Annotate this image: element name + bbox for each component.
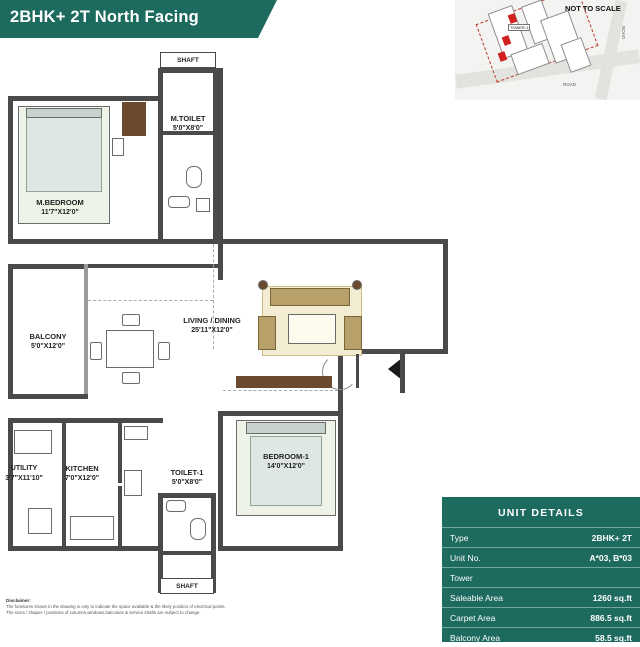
wall-entry-edge	[400, 349, 405, 393]
living-lamp-right	[352, 280, 362, 290]
row-value: 886.5 sq.ft	[549, 608, 640, 628]
room-label-kitchen: KITCHEN 7'0"X12'0"	[32, 464, 132, 484]
disclaimer-line-1: The furnitures shown in the drawing is only to indicate the space available & the likely position of electrical points.	[6, 604, 336, 610]
room-label-bedroom1: BEDROOM-1 14'0"X12'0"	[226, 452, 346, 472]
shaft-bottom: SHAFT	[160, 578, 214, 594]
bedroom1-headboard	[246, 422, 326, 434]
guide-dashed-2	[88, 300, 213, 301]
road-label-bottom: ROAD	[563, 82, 576, 87]
road-band-vertical	[595, 0, 628, 100]
row-label: Balcony Area	[442, 628, 549, 647]
guide-dashed-3	[223, 390, 338, 391]
dining-chair-bottom	[122, 372, 140, 384]
mbedroom-bed	[26, 112, 102, 192]
toilet1-wc	[190, 518, 206, 540]
wall-living-left-top	[88, 264, 218, 268]
kitchen-hob	[70, 516, 114, 540]
room-label-mtoilet: M.TOILET 5'0"X8'0"	[128, 114, 248, 134]
unit-details-heading: UNIT DETAILS	[442, 497, 640, 527]
row-label: Tower	[442, 568, 549, 588]
room-label-toilet1: TOILET-1 5'0"X8'0"	[127, 468, 247, 488]
table-row	[442, 528, 640, 548]
wall-top-left	[8, 96, 158, 101]
wall-mtoilet-left	[158, 68, 163, 244]
wall-balcony-right	[84, 264, 88, 398]
title-banner	[0, 0, 258, 38]
entry-door-leaf	[356, 354, 359, 388]
wall-mtoilet-top	[158, 68, 218, 73]
room-label-mbedroom: M.BEDROOM 11'7"X12'0"	[0, 198, 120, 218]
row-value: 2BHK+ 2T	[549, 528, 640, 548]
wall-left-mbed	[8, 96, 13, 244]
wall-kitchen-right-lower	[118, 486, 122, 546]
wall-balcony-bottom	[8, 394, 88, 399]
row-label: Saleable Area	[442, 588, 549, 608]
wall-living-seg	[218, 244, 223, 280]
page-title: 2BHK+ 2T North Facing	[10, 8, 199, 27]
room-label-balcony: BALCONY 5'0"X12'0"	[0, 332, 108, 352]
row-label: Type	[442, 528, 549, 548]
mbedroom-headboard	[26, 108, 102, 118]
mbedroom-side-table	[112, 138, 124, 156]
wall-living-top	[218, 239, 448, 244]
row-value: 1260 sq.ft	[549, 588, 640, 608]
dining-chair-top	[122, 314, 140, 326]
row-label: Carpet Area	[442, 608, 549, 628]
room-label-utility: UTILITY 3'7"X11'10"	[0, 464, 74, 484]
wall-utility-kitchen-div	[62, 423, 66, 546]
key-plan	[455, 0, 640, 100]
disclaimer-line-2: The sizes / shapes / positions of columns,windows,balconies & service shafts are subject to change.	[6, 610, 336, 616]
wall-toilet1-bottom	[158, 551, 216, 555]
table-row	[442, 588, 640, 608]
living-coffee-table	[288, 314, 336, 344]
unit-details-table	[442, 527, 640, 647]
wall-utility-left	[8, 418, 13, 550]
living-tv-console	[236, 376, 332, 388]
wall-bed1-top	[218, 411, 343, 416]
table-row	[442, 568, 640, 588]
disclaimer	[6, 598, 336, 616]
not-to-scale-label: NOT TO SCALE	[565, 4, 621, 13]
road-label-right: ROAD	[621, 26, 626, 39]
living-lamp-left	[258, 280, 268, 290]
wall-bottom-mbed	[8, 239, 158, 244]
living-sofa-right	[344, 316, 362, 350]
floor-plan	[0, 38, 455, 608]
dining-table	[106, 330, 154, 368]
row-value: 58.5 sq.ft	[549, 628, 640, 647]
wall-kitchen-bottom	[8, 546, 163, 551]
row-value: A*03, B*03	[549, 548, 640, 568]
utility-sink	[28, 508, 52, 534]
dining-chair-right	[158, 342, 170, 360]
wall-living-right	[443, 239, 448, 349]
wall-mtoilet-bottom	[163, 239, 218, 244]
table-row	[442, 608, 640, 628]
living-sofa-main	[270, 288, 350, 306]
room-label-living-dining: LIVING / DINING 25'11"X12'0"	[152, 316, 272, 336]
mtoilet-shower	[196, 198, 210, 212]
row-label: Unit No.	[442, 548, 549, 568]
unit-details-panel	[442, 497, 640, 642]
mtoilet-wc	[186, 166, 202, 188]
table-row	[442, 628, 640, 647]
disclaimer-heading: Disclaimer:	[6, 598, 336, 604]
toilet1-basin	[166, 500, 186, 512]
wall-kitchen-top	[8, 418, 163, 423]
wall-living-top-left	[218, 68, 223, 244]
kitchen-sink	[124, 426, 148, 440]
wall-balcony-top	[8, 264, 88, 269]
wall-toilet1-top	[158, 493, 216, 498]
mtoilet-basin	[168, 196, 190, 208]
wall-bed1-bottom	[218, 546, 343, 551]
shaft-top: SHAFT	[160, 52, 216, 68]
tower-label: TOWER-1	[508, 24, 530, 31]
table-row	[442, 548, 640, 568]
utility-washer	[14, 430, 52, 454]
row-value	[549, 568, 640, 588]
